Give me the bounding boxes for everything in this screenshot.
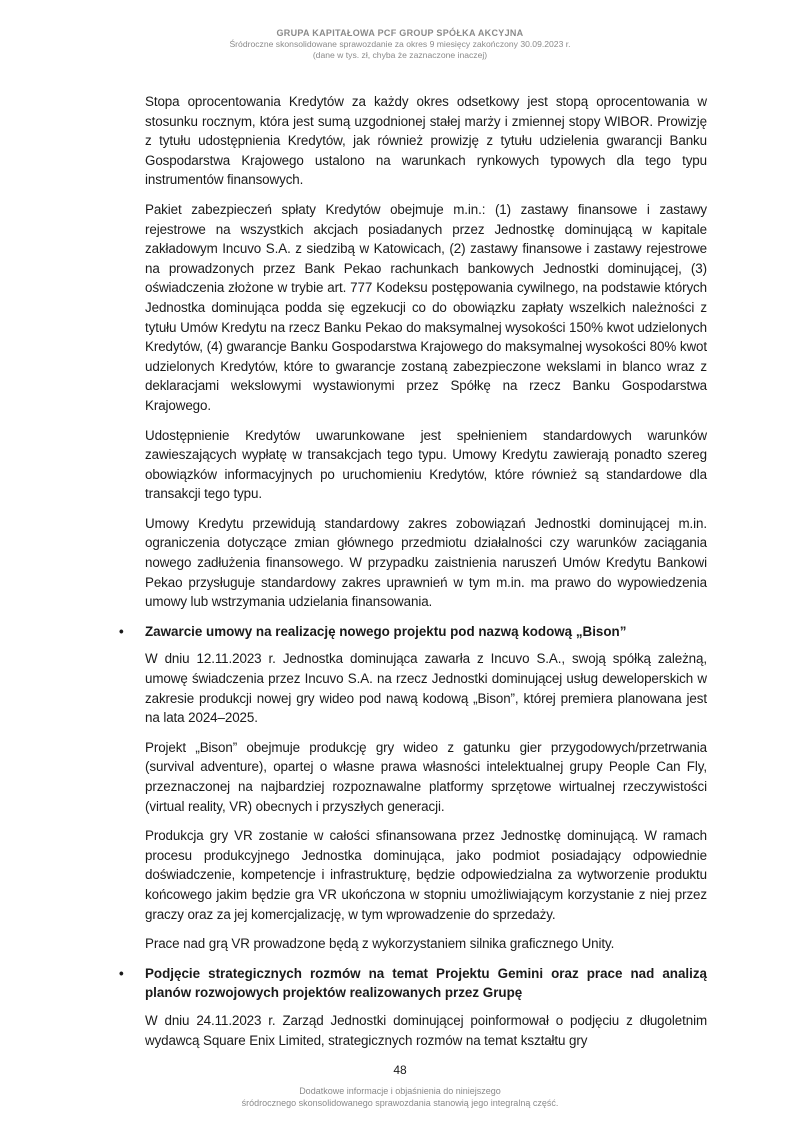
units-note: (dane w tys. zł, chyba że zaznaczone inaczej) (312, 50, 488, 60)
section-heading-gemini (119, 964, 707, 1003)
paragraph-bison-agreement: W dniu 12.11.2023 r. Jednostka dominująca zawarła z Incuvo S.A., swoją spółką zależną, umowę świadczenia przez Incuvo S.A. na rzecz Jednostki dominującej usług deweloperskich w zakresie produkcji nowej gry wideo pod nawą kodową „Bison”, której premiera planowana jest na lata 2024–2025. (145, 651, 707, 726)
page-number: 48 (393, 1063, 407, 1077)
document-body (0, 92, 800, 1060)
report-title: Śródroczne skonsolidowane sprawozdanie za okres 9 miesięcy zakończony 30.09.2023 r. (229, 39, 571, 49)
page-header (0, 28, 800, 61)
paragraph-covenants: Umowy Kredytu przewidują standardowy zakres zobowiązań Jednostki dominującej m.in. ograniczenia dotyczące zmian głównego przedmiotu działalności czy warunków zaciągania nowego zadłużenia finansowego. W przypadku zaistnienia naruszeń Umów Kredytu Bankowi Pekao przysługuje standardowy zakres uprawnień w tym m.in. ma prawo do wypowiedzenia umowy lub wstrzymania udzielania finansowania. (145, 515, 707, 610)
paragraph-vr-financing: Produkcja gry VR zostanie w całości sfinansowana przez Jednostkę dominującą. W ramach procesu produkcyjnego Jednostka dominująca, jako podmiot posiadający odpowiednie doświadczenie, kompetencje i infrastrukturę, będzie odpowiedzialna za wytworzenie produktu końcowego jakim będzie gra VR ukończona w stopniu umożliwiającym korzystanie z niej przez graczy oraz za jej komercjalizację, w tym wprowadzenie do sprzedaży. (145, 828, 707, 922)
footnote-line-2: śródrocznego skonsolidowanego sprawozdania stanowią jego integralną część. (241, 1098, 559, 1108)
bullet-icon: • (119, 623, 124, 639)
paragraph-gemini-talks: W dniu 24.11.2023 r. Zarząd Jednostki dominującej poinformował o podjęciu z długoletnim wydawcą Square Enix Limited, strategicznych rozmów na temat kształtu gry (145, 1012, 707, 1048)
page-footnote (0, 1085, 800, 1109)
section-heading-text: Podjęcie strategicznych rozmów na temat Projektu Gemini oraz prace nad analizą planów rozwojowych projektów realizowanych przez Grupę (145, 965, 707, 1001)
paragraph-interest-rate: Stopa oprocentowania Kredytów za każdy okres odsetkowy jest stopą oprocentowania w stosunku rocznym, która jest sumą uzgodnionej stałej marży i zmiennej stopy WIBOR. Prowizję z tytułu udostępnienia Kredytów, jak również prowizję z tytułu udzielenia gwarancji Banku Gospodarstwa Krajowego ustalono na warunkach rynkowych typowych dla tego typu instrumentów finansowych. (145, 94, 707, 188)
footnote-line-1: Dodatkowe informacje i objaśnienia do niniejszego (299, 1086, 501, 1096)
paragraph-unity-engine: Prace nad grą VR prowadzone będą z wykorzystaniem silnika graficznego Unity. (145, 936, 615, 952)
company-name: GRUPA KAPITAŁOWA PCF GROUP SPÓŁKA AKCYJNA (276, 28, 524, 38)
paragraph-conditions: Udostępnienie Kredytów uwarunkowane jest spełnieniem standardowych warunków zawieszających wypłatę w transakcjach tego typu. Umowy Kredytu zawierają ponadto szereg obowiązków informacyjnych po uruchomieniu Kredytów, które również są standardowe dla transakcji tego typu. (145, 427, 707, 502)
section-heading-bison (119, 622, 707, 642)
paragraph-security-package: Pakiet zabezpieczeń spłaty Kredytów obejmuje m.in.: (1) zastawy finansowe i zastawy rejestrowe na wszystkich akcjach posiadanych przez Jednostkę dominującą w kapitale zakładowym Incuvo S.A. z siedzibą w Katowicach, (2) zastawy finansowe i zastawy rejestrowe na prowadzonych przez Bank Pekao rachunkach bankowych Jednostki dominującej, (3) oświadczenia złożone w trybie art. 777 Kodeksu postępowania cywilnego, na podstawie których Jednostka dominująca podda się egzekucji co do obowiązku zapłaty wszelkich należności z tytułu Umów Kredytu na rzecz Banku Pekao do maksymalnej wysokości 150% kwot udzielonych Kredytów, (4) gwarancje Banku Gospodarstwa Krajowego do maksymalnej wysokości 80% kwot udzielonych Kredytów, które to gwarancje zostaną zabezpieczone wekslami in blanco wraz z deklaracjami wekslowymi wystawionymi przez Spółkę na rzecz Banku Gospodarstwa Krajowego. (145, 201, 707, 413)
section-heading-text: Zawarcie umowy na realizację nowego projektu pod nazwą kodową „Bison” (145, 623, 627, 639)
bullet-icon: • (119, 965, 124, 981)
paragraph-bison-scope: Projekt „Bison” obejmuje produkcję gry wideo z gatunku gier przygodowych/przetrwania (survival adventure), opartej o własne prawa własności intelektualnej grupy People Can Fly, przeznaczonej na najbardziej rozpoznawalne platformy sprzętowe wirtualnej rzeczywistości (virtual reality, VR) obecnych i przyszłych generacji. (145, 739, 707, 814)
